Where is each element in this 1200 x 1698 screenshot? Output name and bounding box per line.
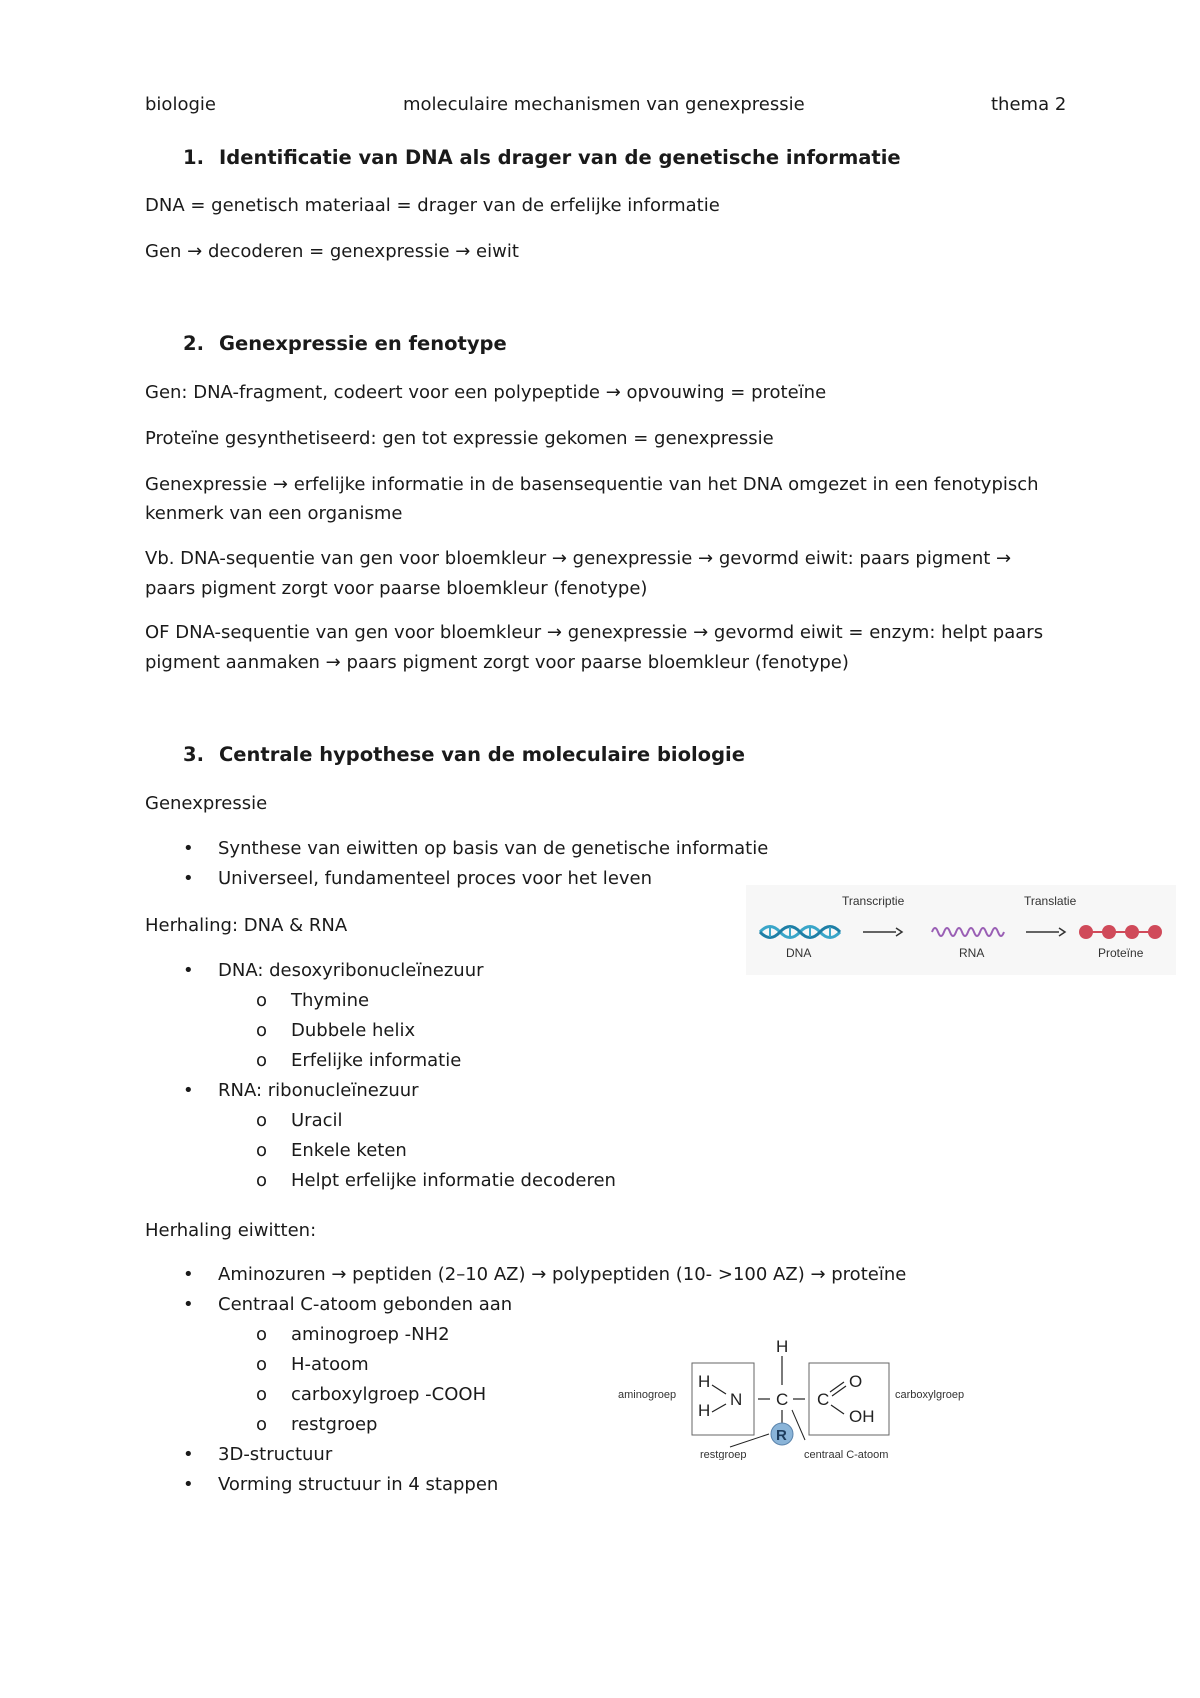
- transcriptie-label: Transcriptie: [842, 894, 905, 908]
- paragraph: Gen: DNA-fragment, codeert voor een polypeptide → opvouwing = proteïne: [145, 382, 827, 403]
- centraal-c-atoom-label: centraal C-atoom: [804, 1449, 889, 1460]
- sub-bullet-item: o Thymine: [256, 990, 370, 1011]
- amino-acid-figure: [618, 1330, 998, 1460]
- sub-bullet-item: o aminogroep -NH2: [256, 1324, 450, 1345]
- n-atom: N: [730, 1390, 743, 1409]
- pointer-line: [730, 1434, 769, 1447]
- bond: [831, 1405, 844, 1414]
- paragraph: Proteïne gesynthetiseerd: gen tot expressie gekomen = genexpressie: [145, 428, 774, 449]
- sub-bullet-item: o Dubbele helix: [256, 1020, 416, 1041]
- protein-label: Proteïne: [1098, 946, 1144, 960]
- dna-label: DNA: [786, 946, 812, 960]
- sub-bullet-item: o Uracil: [256, 1110, 343, 1131]
- r-label: R: [776, 1427, 787, 1444]
- restgroep-label: restgroep: [700, 1449, 747, 1460]
- paragraph: pigment aanmaken → paars pigment zorgt voor paarse bloemkleur (fenotype): [145, 652, 849, 673]
- translatie-label: Translatie: [1024, 894, 1077, 908]
- section-1-heading: 1. Identificatie van DNA als drager van de genetische informatie: [183, 146, 901, 169]
- sub-bullet-item: o Enkele keten: [256, 1140, 407, 1161]
- oh-group: OH: [849, 1407, 875, 1426]
- paragraph: DNA = genetisch materiaal = drager van de erfelijke informatie: [145, 195, 720, 216]
- carboxylgroep-label: carboxylgroep: [895, 1389, 965, 1401]
- rna-label: RNA: [959, 946, 985, 960]
- header-subject: biologie: [145, 94, 216, 115]
- bullet-item: • Synthese van eiwitten op basis van de genetische informatie: [183, 838, 769, 859]
- aminogroep-label: aminogroep: [618, 1389, 677, 1401]
- sub-bullet-item: o Helpt erfelijke informatie decoderen: [256, 1170, 616, 1191]
- bullet-item: • Aminozuren → peptiden (2–10 AZ) → polypeptiden (10- >100 AZ) → proteïne: [183, 1264, 907, 1285]
- paragraph: Herhaling eiwitten:: [145, 1220, 317, 1241]
- sub-bullet-item: o H-atoom: [256, 1354, 369, 1375]
- central-dogma-figure: [746, 885, 1176, 975]
- paragraph: Gen → decoderen = genexpressie → eiwit: [145, 241, 519, 262]
- h-atom: H: [776, 1337, 789, 1356]
- h-atom: H: [698, 1401, 711, 1420]
- paragraph: Genexpressie → erfelijke informatie in de basensequentie van het DNA omgezet in een fenotypisch: [145, 474, 1039, 495]
- bullet-item: • Centraal C-atoom gebonden aan: [183, 1294, 513, 1315]
- section-2-heading: 2. Genexpressie en fenotype: [183, 332, 507, 355]
- central-c-atom: C: [776, 1390, 789, 1409]
- c-atom: C: [817, 1390, 830, 1409]
- bullet-item: • DNA: desoxyribonucleïnezuur: [183, 960, 484, 981]
- bond: [712, 1385, 726, 1394]
- sub-bullet-item: o carboxylgroep -COOH: [256, 1384, 487, 1405]
- bullet-item: • 3D-structuur: [183, 1444, 333, 1465]
- h-atom: H: [698, 1372, 711, 1391]
- paragraph: Genexpressie: [145, 793, 268, 814]
- paragraph: OF DNA-sequentie van gen voor bloemkleur → genexpressie → gevormd eiwit = enzym: helpt paars: [145, 622, 1044, 643]
- bullet-item: • RNA: ribonucleïnezuur: [183, 1080, 419, 1101]
- o-atom: O: [849, 1372, 863, 1391]
- bullet-item: • Universeel, fundamenteel proces voor het leven: [183, 868, 653, 889]
- sub-bullet-item: o restgroep: [256, 1414, 378, 1435]
- sub-bullet-item: o Erfelijke informatie: [256, 1050, 462, 1071]
- paragraph: paars pigment zorgt voor paarse bloemkleur (fenotype): [145, 578, 648, 599]
- paragraph: Vb. DNA-sequentie van gen voor bloemkleur → genexpressie → gevormd eiwit: paars pigment →: [145, 548, 1012, 569]
- paragraph: kenmerk van een organisme: [145, 503, 403, 524]
- section-3-heading: 3. Centrale hypothese van de moleculaire biologie: [183, 743, 745, 766]
- bond: [712, 1404, 726, 1412]
- bond: [832, 1386, 846, 1396]
- header-topic: moleculaire mechanismen van genexpressie: [403, 94, 805, 115]
- bond: [830, 1382, 844, 1392]
- paragraph: Herhaling: DNA & RNA: [145, 915, 348, 936]
- pointer-line: [792, 1410, 805, 1440]
- header-theme: thema 2: [991, 94, 1067, 115]
- bullet-item: • Vorming structuur in 4 stappen: [183, 1474, 499, 1495]
